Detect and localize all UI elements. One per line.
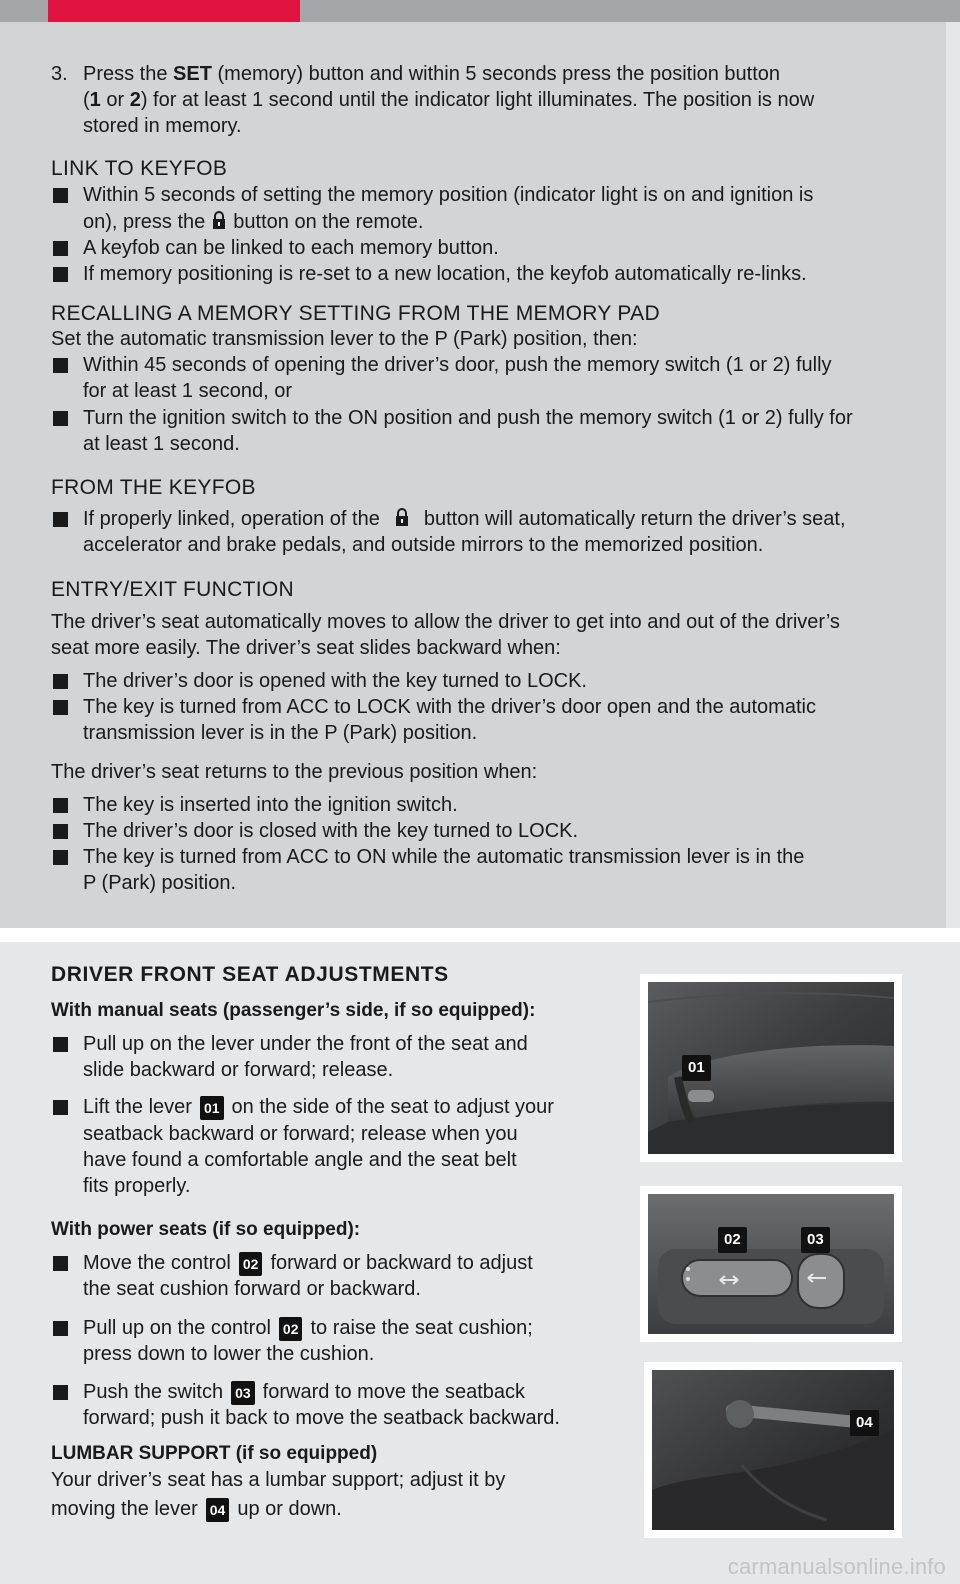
power-bullet2-line2: press down to lower the cushion. <box>83 1343 375 1365</box>
callout-label-01: 01 <box>682 1055 711 1081</box>
manual-bullet2-line3: have found a comfortable angle and the seat belt <box>83 1149 517 1171</box>
recall-intro: Set the automatic transmission lever to the P (Park) position, then: <box>51 328 638 350</box>
recall-heading: RECALLING A MEMORY SETTING FROM THE MEMORY PAD <box>51 302 660 325</box>
bullet <box>53 267 68 282</box>
step3-line2: (1 or 2) for at least 1 second until the indicator light illuminates. The position is now <box>83 89 815 111</box>
lumbar-lever-illustration <box>652 1370 894 1530</box>
watermark: carmanualsonline.info <box>727 1554 946 1579</box>
from-keyfob-heading: FROM THE KEYFOB <box>51 476 256 499</box>
manual-seats-title: With manual seats (passenger’s side, if so equipped): <box>51 1000 536 1021</box>
power-bullet3-line2: forward; push it back to move the seatback backward. <box>83 1407 560 1429</box>
lumbar-title: LUMBAR SUPPORT (if so equipped) <box>51 1443 378 1464</box>
manual-seat-photo-frame <box>640 974 902 1162</box>
callout-label-04: 04 <box>850 1410 879 1436</box>
entry-exit-bullet4: The driver’s door is closed with the key turned to LOCK. <box>83 820 579 842</box>
power-seats-title: With power seats (if so equipped): <box>51 1219 361 1240</box>
power-bullet3-line1: Push the switch 03 forward to move the seatback <box>83 1381 526 1403</box>
bullet <box>53 1321 68 1336</box>
power-bullet1-line2: the seat cushion forward or backward. <box>83 1278 421 1300</box>
seat-section-title: DRIVER FRONT SEAT ADJUSTMENTS <box>51 963 449 986</box>
bullet <box>53 1256 68 1271</box>
entry-exit-p1-line1: The driver’s seat automatically moves to allow the driver to get into and out of the driver’s <box>51 611 840 633</box>
lock-icon <box>394 507 410 527</box>
callout-badge-02: 02 <box>239 1252 263 1276</box>
power-seat-photo-frame <box>640 1186 902 1342</box>
bullet <box>53 241 68 256</box>
recall-bullet2-line1: Turn the ignition switch to the ON position and push the memory switch (1 or 2) fully for <box>83 407 853 429</box>
bullet <box>53 850 68 865</box>
manual-seat-photo <box>648 982 894 1154</box>
section-divider <box>0 928 960 942</box>
link-bullet3: If memory positioning is re-set to a new location, the keyfob automatically re-links. <box>83 263 807 285</box>
callout-badge-01: 01 <box>200 1096 224 1120</box>
power-bullet2-line1: Pull up on the control 02 to raise the seat cushion; <box>83 1317 533 1339</box>
entry-exit-bullet1: The driver’s door is opened with the key turned to LOCK. <box>83 670 587 692</box>
from-keyfob-line1: If properly linked, operation of the button will automatically return the driver’s seat, <box>83 508 846 530</box>
manual-bullet2-line1: Lift the lever 01 on the side of the seat to adjust your <box>83 1096 554 1118</box>
bullet <box>53 358 68 373</box>
recall-bullet2-line2: at least 1 second. <box>83 433 240 455</box>
link-bullet2: A keyfob can be linked to each memory button. <box>83 237 499 259</box>
recall-bullet1-line1: Within 45 seconds of opening the driver’s door, push the memory switch (1 or 2) fully <box>83 354 832 376</box>
lumbar-photo <box>652 1370 894 1530</box>
power-controls-illustration <box>648 1194 894 1334</box>
callout-label-03: 03 <box>801 1227 830 1253</box>
link-bullet1-line1: Within 5 seconds of setting the memory position (indicator light is on and ignition is <box>83 184 814 206</box>
bullet <box>53 512 68 527</box>
power-seat-photo <box>648 1194 894 1334</box>
bullet <box>53 824 68 839</box>
bullet <box>53 1385 68 1400</box>
bullet <box>53 188 68 203</box>
bullet <box>53 674 68 689</box>
manual-bullet1-line2: slide backward or forward; release. <box>83 1059 394 1081</box>
lock-icon <box>211 210 227 230</box>
manual-bullet1-line1: Pull up on the lever under the front of the seat and <box>83 1033 528 1055</box>
lumbar-photo-frame <box>644 1362 902 1538</box>
top-accent-bar <box>48 0 300 22</box>
entry-exit-p1-line2: seat more easily. The driver’s seat slides backward when: <box>51 637 561 659</box>
step3-line1: Press the SET (memory) button and within 5 seconds press the position button <box>83 63 781 85</box>
entry-exit-bullet2-line2: transmission lever is in the P (Park) position. <box>83 722 478 744</box>
entry-exit-bullet3: The key is inserted into the ignition switch. <box>83 794 458 816</box>
bullet <box>53 411 68 426</box>
top-bar <box>0 0 960 22</box>
callout-label-02: 02 <box>718 1227 747 1253</box>
link-keyfob-heading: LINK TO KEYFOB <box>51 157 228 180</box>
power-bullet1-line1: Move the control 02 forward or backward to adjust <box>83 1252 533 1274</box>
manual-bullet2-line2: seatback backward or forward; release when you <box>83 1123 518 1145</box>
bullet <box>53 1037 68 1052</box>
recall-bullet1-line2: for at least 1 second, or <box>83 380 293 402</box>
link-bullet1-line2: on), press the button on the remote. <box>83 211 424 233</box>
callout-badge-03: 03 <box>231 1381 255 1405</box>
step3-line3: stored in memory. <box>83 115 242 137</box>
entry-exit-bullet5-line2: P (Park) position. <box>83 872 237 894</box>
entry-exit-bullet2-line1: The key is turned from ACC to LOCK with the driver’s door open and the automatic <box>83 696 816 718</box>
step-number: 3. <box>51 63 68 85</box>
entry-exit-heading: ENTRY/EXIT FUNCTION <box>51 578 294 601</box>
lumbar-line1: Your driver’s seat has a lumbar support; adjust it by <box>51 1469 506 1491</box>
from-keyfob-line2: accelerator and brake pedals, and outside mirrors to the memorized position. <box>83 534 764 556</box>
bullet <box>53 1100 68 1115</box>
callout-badge-04: 04 <box>206 1498 230 1522</box>
bullet <box>53 798 68 813</box>
callout-badge-02: 02 <box>279 1317 303 1341</box>
bullet <box>53 700 68 715</box>
entry-exit-p2: The driver’s seat returns to the previous position when: <box>51 761 538 783</box>
manual-bullet2-line4: fits properly. <box>83 1175 191 1197</box>
entry-exit-bullet5-line1: The key is turned from ACC to ON while the automatic transmission lever is in the <box>83 846 805 868</box>
lumbar-line2: moving the lever 04 up or down. <box>51 1498 342 1520</box>
